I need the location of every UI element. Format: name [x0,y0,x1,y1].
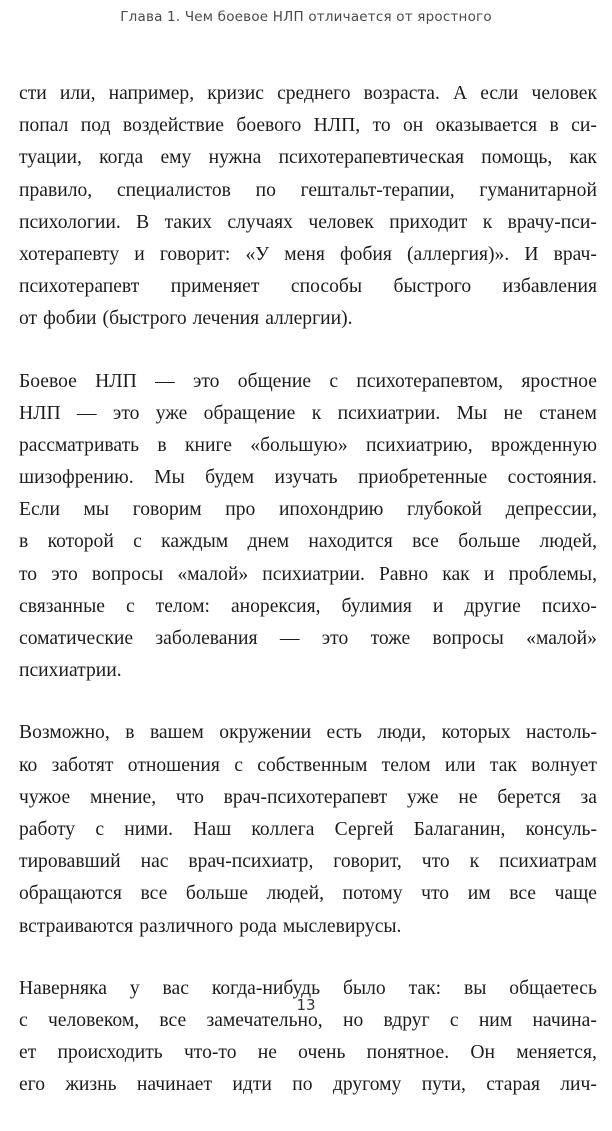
page-number: 13 [296,996,316,1014]
text-line: ет происходить что-то не очень понятное. Он меняется, [19,1042,597,1064]
paragraph [19,717,597,942]
text-line: от фобии (быстрого лечения аллергии). [19,308,353,330]
text-line: в которой с каждым днем находится все больше людей, [19,531,597,553]
text-line: соматические заболевания — это тоже вопросы «малой» [19,628,597,649]
paragraph [19,973,597,1102]
text-line: психиатрии. [19,660,122,682]
text-line: Боевое НЛП — это общение с психотерапевтом, яростное [19,370,597,392]
paragraph [19,78,597,336]
text-line: туации, когда ему нужна психотерапевтическая помощь, как [19,147,597,169]
text-line: НЛП — это уже обращение к психиатрии. Мы не станем [19,402,597,424]
page-body-text [19,78,597,1131]
text-line: Возможно, в вашем окружении есть люди, которых настоль- [19,722,597,744]
text-line: обращаются все больше людей, потому что им все чаще [19,883,597,905]
text-line: ко заботят отношения с собственным телом или так волнует [19,754,597,776]
text-line: рассматривать в книге «большую» психиатрию, врожденную [19,434,597,456]
text-line: психологии. В таких случаях человек приходит к врачу-пси- [19,211,597,233]
text-line: встраиваются различного рода мыслевирусы. [19,915,402,937]
text-line: попал под воздействие боевого НЛП, то он оказывается в си- [19,115,597,137]
text-line: связанные с телом: анорексия, булимия и другие психо- [19,595,597,617]
text-line: хотерапевту и говорит: «У меня фобия (аллергия)». И врач- [19,243,597,265]
running-header: Глава 1. Чем боевое НЛП отличается от яростного [120,9,492,25]
text-line: сти или, например, кризис среднего возраста. А если человек [19,83,597,104]
text-line: шизофрению. Мы будем изучать приобретенные состояния. [19,467,597,489]
text-line: Наверняка у вас когда-нибудь было так: вы общаетесь [19,977,597,999]
text-line: с человеком, все замечательно, но вдруг с ним начина- [19,1009,597,1031]
text-line: его жизнь начинает идти по другому пути, старая лич- [19,1074,597,1096]
text-line: тировавший нас врач-психиатр, говорит, что к психиатрам [19,851,597,873]
text-line: психотерапевт применяет способы быстрого избавления [19,276,597,298]
text-line: то это вопросы «малой» психиатрии. Равно как и проблемы, [19,563,597,585]
text-line: Если мы говорим про ипохондрию глубокой депрессии, [19,499,597,521]
paragraph [19,366,597,688]
text-line: работу с ними. Наш коллега Сергей Балаганин, консуль- [19,818,597,840]
text-line: чужое мнение, что врач-психотерапевт уже не берется за [19,786,597,808]
text-line: правило, специалистов по гештальт-терапии, гуманитарной [19,179,597,201]
